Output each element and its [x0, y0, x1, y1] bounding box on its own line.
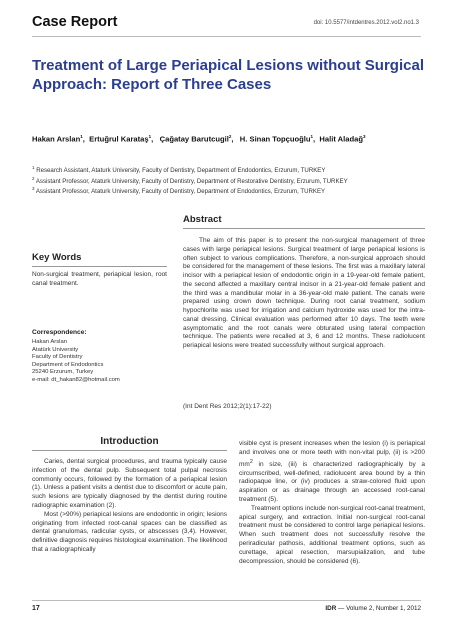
author-name: Hakan Arslan [32, 134, 81, 144]
intro-paragraph: Treatment options include non-surgical root-canal treatment, apical surgery, and extraction. Initial non-surgical root-canal treatment must be considered to control large periapical lesions. When such treatment does not successfully resolve the periradicular pathosis, additional treatment options, such as curettage, apical resection, marsupialization, and tube decompression, should be considered (6). [239, 504, 425, 565]
correspondence-email[interactable]: e-mail: dt_hakan82@hotmail.com [32, 376, 120, 383]
page-number: 17 [32, 605, 40, 612]
keywords-heading: Key Words [32, 252, 82, 263]
abstract-text: The aim of this paper is to present the non-surgical management of three cases with large periapical lesions. Surgical treatment of large periapical lesions is often subject to various complications. Therefore, a non-surgical approach should be considered for the management of these lesions. The first was a maxillary lateral incisor with a periapical lesion of endodontic origin in a 19-year-old female patient, the second affected a maxillary central incisor in a 21-year-old female patient and the third was a mandibular molar in a 36-year-old male patient. The canals were prepared using crown down technique. During root canal treatment, sodium hypochlorite was used for irrigation and calcium hydroxide was used for the intra-canal dressing. Clinical evaluation was performed after 10 days. The teeth were asymptomatic and the root canals were obturated using lateral compaction technique. The patients were recalled at 3, 6 and 12 months. These radiolucent periapical lesions were treated successfully without surgical approach. [183, 237, 425, 349]
keywords-divider [32, 266, 167, 267]
correspondence-block [32, 339, 167, 385]
affiliation-item [32, 175, 424, 186]
correspondence-line: Atatürk University [32, 346, 79, 353]
affil-text: Assistant Professor, Ataturk University, Faculty of Dentistry, Department of Restorative Dentistry, Erzurum, TURKEY [34, 177, 348, 185]
intro-paragraph [239, 440, 425, 505]
article-title: Treatment of Large Periapical Lesions without Surgical Approach: Report of Three Cases [32, 57, 424, 93]
intro-right-column [239, 440, 425, 566]
journal-abbr: IDR [325, 605, 337, 612]
author-affil-marker: 1 [148, 134, 152, 139]
section-label: Case Report [32, 14, 118, 30]
author-name: Ertuğrul Karataş [89, 134, 149, 144]
introduction-divider [32, 450, 227, 451]
header-divider [32, 36, 421, 37]
affil-marker: 3 [32, 186, 35, 192]
author-affil-marker: 1 [310, 134, 314, 139]
intro-paragraph: Caries, dental surgical procedures, and trauma typically cause infection of the dental pulp. Subsequent total pulpal necrosis commonly occurs, followed by the formation of a periapical lesion (1). Unless a patient visits a dentist due to discomfort or acute pain, such lesions are typically diagnosed by the dentist during routine radiographic examination (2). [32, 458, 227, 509]
correspondence-line: 25240 Erzurum, Turkey [32, 369, 94, 376]
correspondence-line: Hakan Arslan [32, 339, 68, 345]
abstract-heading: Abstract [183, 214, 222, 225]
affiliation-item [32, 185, 424, 196]
author-affil-marker: 2 [228, 134, 232, 139]
author-name: Çağatay Barutcugil [159, 134, 229, 144]
intro-text-run: visible cyst is present increases when the lesion (i) is periapical and involves one or more teeth with non-vital pulp, (ii) is >200 mm [239, 440, 425, 468]
keywords-text: Non-surgical treatment, periapical lesion, root canal treatment. [32, 271, 167, 287]
introduction-heading: Introduction [100, 436, 159, 447]
intro-paragraph: Most (>90%) periapical lesions are endodontic in origin; lesions originating from infected root-canal spaces can be classified as dental granulomas, radicular cysts, or abscesses (3,4). However, definitive diagnosis requires histological examination. The likelihood that a radiographically [32, 510, 227, 553]
journal-volume: — Volume 2, Number 1, 2012 [336, 605, 421, 612]
correspondence-line: Department of Endodontics [32, 361, 104, 368]
affil-marker: 1 [32, 165, 35, 170]
affiliation-item [32, 164, 424, 175]
correspondence-line: Faculty of Dentistry [32, 354, 83, 361]
correspondence-heading: Correspondence: [32, 329, 87, 336]
superscript: 2 [249, 458, 253, 465]
doi-text[interactable]: doi: 10.5577/intdentres.2012.vol2.no1.3 [313, 20, 419, 26]
affil-marker: 2 [32, 175, 35, 181]
author-name: H. Sinan Topçuoğlu [239, 134, 311, 144]
author-name: Halit Aladağ [319, 134, 363, 144]
author-affil-marker: 3 [363, 134, 366, 139]
author-affil-marker: 1 [80, 134, 83, 139]
affil-text: Research Assistant, Ataturk University, Faculty of Dentistry, Department of Endodontics, Erzurum, TURKEY [34, 167, 326, 175]
intro-left-column [32, 458, 227, 555]
footer-divider [32, 600, 421, 601]
affiliation-list [32, 164, 424, 196]
citation: (Int Dent Res 2012;2(1):17-22) [183, 403, 272, 410]
intro-text-run: in size, (iii) is characterized radiographically by a circumscribed, well-defined, radiolucent area bound by a thin radiopaque line, or (iv) produces a straw-colored fluid upon aspiration or as drainage through an accessed root-canal treatment (5). [239, 460, 425, 503]
affil-text: Assistant Professor, Ataturk University, Faculty of Dentistry, Department of Endodontics, Erzurum, TURKEY [34, 188, 326, 196]
author-list: Hakan Arslan$^1$, Ertuğrul Karataş$^1$, Çağatay Barutcugil$^2$, H. Sinan Topçuoğlu$^1$, Halit Aladağ$^3$ [32, 134, 366, 144]
journal-info [325, 605, 421, 612]
abstract-divider [183, 228, 425, 229]
